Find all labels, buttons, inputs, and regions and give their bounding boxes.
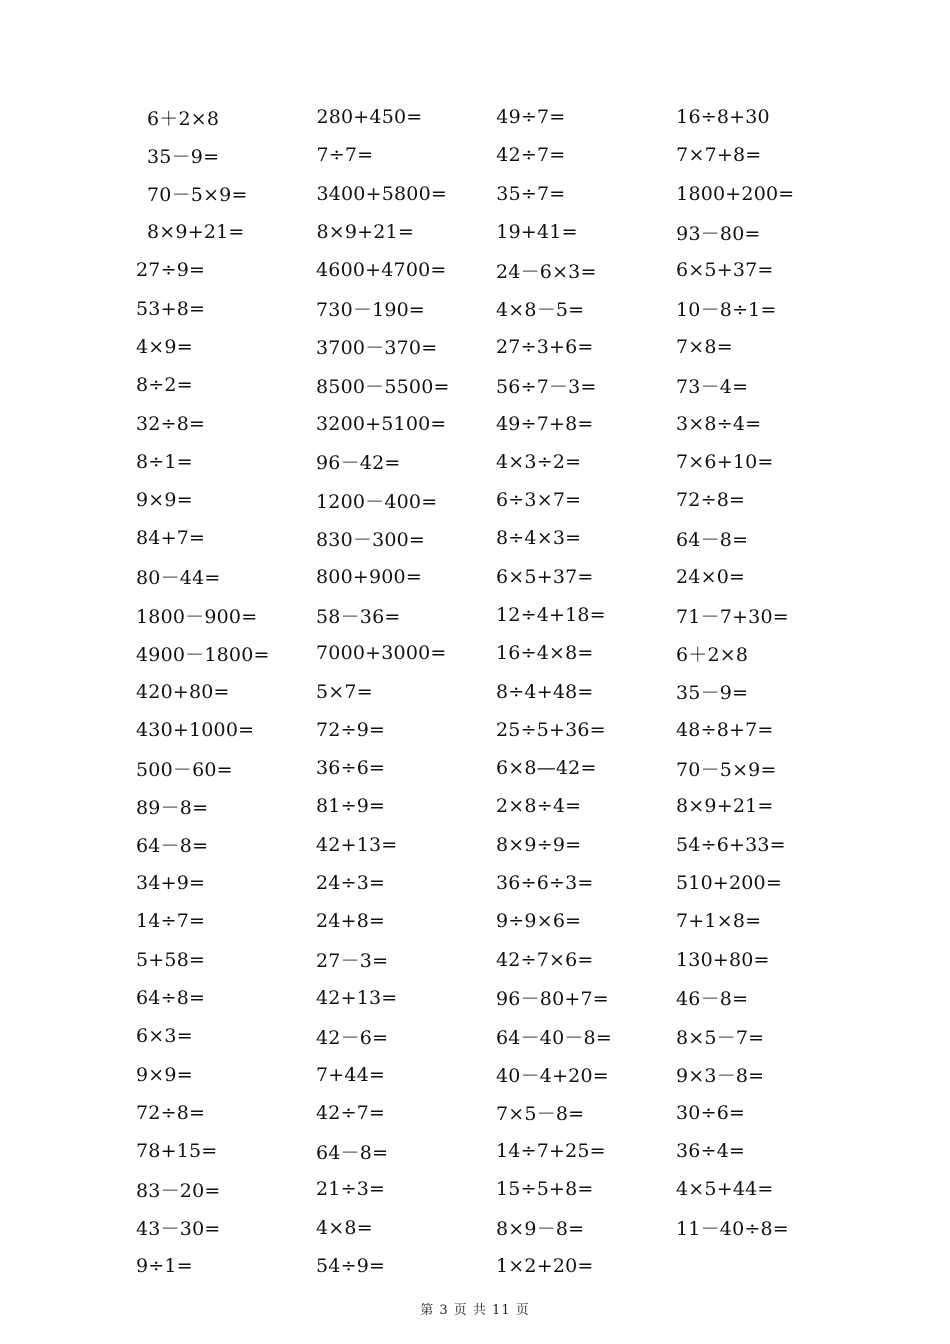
exercise-item: 130+80= [676, 948, 770, 971]
exercise-item: 35－9= [676, 682, 749, 705]
exercise-item: 7×8= [676, 335, 733, 358]
exercise-item: 4600+4700= [316, 259, 447, 282]
exercise-item: 36÷6÷3= [496, 872, 594, 895]
exercise-row [136, 98, 856, 136]
exercise-item: 1×2+20= [496, 1255, 594, 1278]
exercise-item: 64－8= [676, 528, 749, 551]
exercise-row [136, 404, 856, 442]
exercise-item: 7×5－8= [496, 1103, 585, 1126]
exercise-item: 35－9= [147, 145, 220, 168]
exercise-row [136, 749, 856, 787]
exercise-item: 30÷6= [676, 1101, 746, 1124]
exercise-item: 4×8= [316, 1216, 373, 1239]
exercise-item: 3400+5800= [316, 182, 447, 205]
exercise-item: 64÷8= [136, 986, 206, 1009]
exercise-item: 9÷1= [136, 1255, 193, 1278]
exercise-item: 510+200= [676, 872, 782, 895]
exercise-item: 3700－370= [316, 337, 438, 360]
exercise-item: 64－8= [136, 835, 209, 858]
exercise-item: 40－4+20= [496, 1065, 609, 1088]
exercise-item: 7000+3000= [316, 642, 447, 665]
exercise-item: 8500－5500= [316, 375, 450, 398]
exercise-item: 43－30= [136, 1218, 221, 1241]
exercise-row [136, 328, 856, 366]
exercise-item: 19+41= [496, 221, 578, 244]
exercise-item: 6＋2×8 [147, 107, 220, 130]
exercise-item: 35÷7= [496, 182, 566, 205]
exercise-item: 8×9÷9= [496, 833, 582, 856]
exercise-item: 27÷9= [136, 259, 206, 282]
exercise-item: 7+1×8= [676, 910, 762, 933]
exercise-item: 46－8= [676, 988, 749, 1011]
exercise-item: 42÷7= [316, 1101, 386, 1124]
exercise-item: 4×5+44= [676, 1178, 774, 1201]
exercise-item: 25÷5+36= [496, 718, 606, 741]
exercise-row [136, 175, 856, 213]
exercise-item: 8×9+21= [676, 795, 774, 818]
exercise-item: 800+900= [316, 565, 422, 588]
exercise-item: 420+80= [136, 680, 230, 703]
exercise-row [136, 366, 856, 404]
exercise-item: 73－4= [676, 375, 749, 398]
exercise-grid [136, 98, 856, 1285]
exercise-item: 8×9－8= [496, 1218, 585, 1241]
exercise-item: 12÷4+18= [496, 604, 606, 626]
exercise-item: 36÷4= [676, 1140, 746, 1163]
exercise-item: 8÷1= [136, 450, 193, 473]
page-footer: 第 3 页 共 11 页 [420, 1303, 530, 1318]
exercise-item: 42÷7×6= [496, 948, 594, 971]
exercise-row [136, 289, 856, 327]
exercise-row [136, 711, 856, 749]
exercise-item: 15÷5+8= [496, 1178, 594, 1201]
exercise-item: 93－80= [676, 222, 761, 245]
exercise-item: 42+13= [316, 833, 398, 856]
exercise-item: 3×8÷4= [676, 412, 762, 435]
exercise-item: 24×0= [676, 565, 746, 588]
exercise-row [136, 136, 856, 174]
exercise-row [136, 481, 856, 519]
exercise-row [136, 443, 856, 481]
exercise-item: 430+1000= [136, 718, 255, 741]
exercise-item: 83－20= [136, 1179, 221, 1202]
exercise-item: 9×9= [136, 489, 193, 512]
exercise-row [136, 826, 856, 864]
exercise-item: 7÷7= [316, 144, 374, 167]
exercise-item: 6＋2×8 [676, 643, 749, 666]
exercise-row [136, 1209, 856, 1247]
exercise-row [136, 787, 856, 825]
exercise-item: 730－190= [316, 299, 426, 322]
exercise-item: 10－8÷1= [676, 299, 777, 322]
exercise-item: 3200+5100= [316, 412, 447, 435]
exercise-item: 58－36= [316, 605, 401, 628]
exercise-item: 71－7+30= [676, 605, 789, 628]
exercise-item: 27÷3+6= [496, 335, 594, 358]
exercise-item: 84+7= [136, 527, 206, 550]
exercise-item: 53+8= [136, 297, 206, 320]
exercise-item: 5+58= [136, 948, 206, 971]
exercise-item: 54÷6+33= [676, 833, 786, 856]
exercise-row [136, 1017, 856, 1055]
exercise-item: 11－40÷8= [676, 1218, 789, 1241]
exercise-item: 64－8= [316, 1141, 389, 1164]
exercise-item: 8×5－7= [676, 1026, 765, 1049]
exercise-row [136, 902, 856, 940]
exercise-item: 48÷8+7= [676, 718, 774, 741]
exercise-item: 14÷7= [136, 910, 206, 933]
exercise-item: 64－40－8= [496, 1026, 612, 1049]
exercise-item: 42+13= [316, 986, 398, 1009]
exercise-item: 32÷8= [136, 412, 206, 435]
exercise-row [136, 1094, 856, 1132]
exercise-item: 54÷9= [316, 1255, 386, 1278]
exercise-item: 830－300= [316, 528, 426, 551]
exercise-item: 7×6+10= [676, 450, 774, 473]
exercise-item: 8÷4+48= [496, 680, 594, 703]
exercise-item: 24－6×3= [496, 260, 597, 283]
exercise-item: 500－60= [136, 758, 233, 781]
exercise-row [136, 1170, 856, 1208]
exercise-item: 72÷9= [316, 718, 386, 741]
exercise-item: 8÷2= [136, 374, 193, 397]
exercise-row [136, 1055, 856, 1093]
exercise-item: 5×7= [316, 680, 373, 703]
exercise-item: 72÷8= [136, 1101, 206, 1124]
exercise-item: 89－8= [136, 796, 209, 819]
exercise-item: 16÷8+30 [676, 106, 770, 129]
exercise-row [136, 634, 856, 672]
exercise-item: 72÷8= [676, 489, 746, 512]
exercise-item: 70－5×9= [147, 184, 248, 207]
exercise-item: 6×8—42= [496, 757, 597, 780]
exercise-item: 2×8÷4= [496, 795, 582, 818]
exercise-item: 24+8= [316, 910, 386, 933]
exercise-item: 80－44= [136, 567, 221, 590]
exercise-row [136, 672, 856, 710]
exercise-item: 42÷7= [496, 144, 566, 167]
exercise-item: 24÷3= [316, 872, 386, 895]
exercise-item: 6÷3×7= [496, 489, 582, 512]
exercise-item: 81÷9= [316, 795, 386, 818]
exercise-item: 4×8－5= [496, 299, 585, 322]
exercise-item: 27－3= [316, 950, 389, 973]
exercise-item: 9×9= [136, 1063, 193, 1086]
exercise-item: 6×5+37= [676, 259, 774, 282]
exercise-item: 7+44= [316, 1063, 386, 1086]
exercise-row [136, 864, 856, 902]
exercise-item: 78+15= [136, 1140, 218, 1163]
exercise-item: 4900－1800= [136, 643, 270, 666]
exercise-item: 49÷7= [496, 106, 566, 129]
exercise-item: 21÷3= [316, 1178, 386, 1201]
exercise-item: 280+450= [316, 106, 423, 129]
exercise-item: 1800+200= [676, 182, 795, 205]
exercise-row [136, 1247, 856, 1285]
exercise-item: 9÷9×6= [496, 910, 582, 933]
exercise-item: 14÷7+25= [496, 1140, 606, 1163]
exercise-item: 36÷6= [316, 757, 386, 780]
exercise-row [136, 941, 856, 979]
exercise-item: 6×5+37= [496, 565, 594, 588]
exercise-item: 70－5×9= [676, 758, 777, 781]
exercise-row [136, 213, 856, 251]
exercise-row [136, 558, 856, 596]
exercise-item: 4×3÷2= [496, 450, 582, 473]
exercise-item: 96－80+7= [496, 988, 609, 1011]
exercise-item: 4×9= [136, 335, 193, 358]
exercise-item: 1200－400= [316, 490, 438, 513]
exercise-item: 8×9+21= [147, 221, 245, 244]
exercise-row [136, 251, 856, 289]
exercise-item: 49÷7+8= [496, 412, 594, 435]
exercise-item: 16÷4×8= [496, 642, 594, 665]
exercise-row [136, 1132, 856, 1170]
exercise-item: 42－6= [316, 1026, 389, 1049]
exercise-row [136, 596, 856, 634]
exercise-item: 8×9+21= [316, 221, 414, 244]
exercise-item: 9×3－8= [676, 1065, 765, 1088]
exercise-row [136, 519, 856, 557]
exercise-item: 1800－900= [136, 605, 258, 628]
exercise-item: 34+9= [136, 872, 206, 895]
exercise-item: 6×3= [136, 1025, 193, 1048]
exercise-item: 56÷7－3= [496, 375, 597, 398]
exercise-item: 7×7+8= [676, 144, 762, 167]
exercise-row [136, 979, 856, 1017]
exercise-item: 96－42= [316, 452, 401, 475]
exercise-item: 8÷4×3= [496, 527, 582, 550]
